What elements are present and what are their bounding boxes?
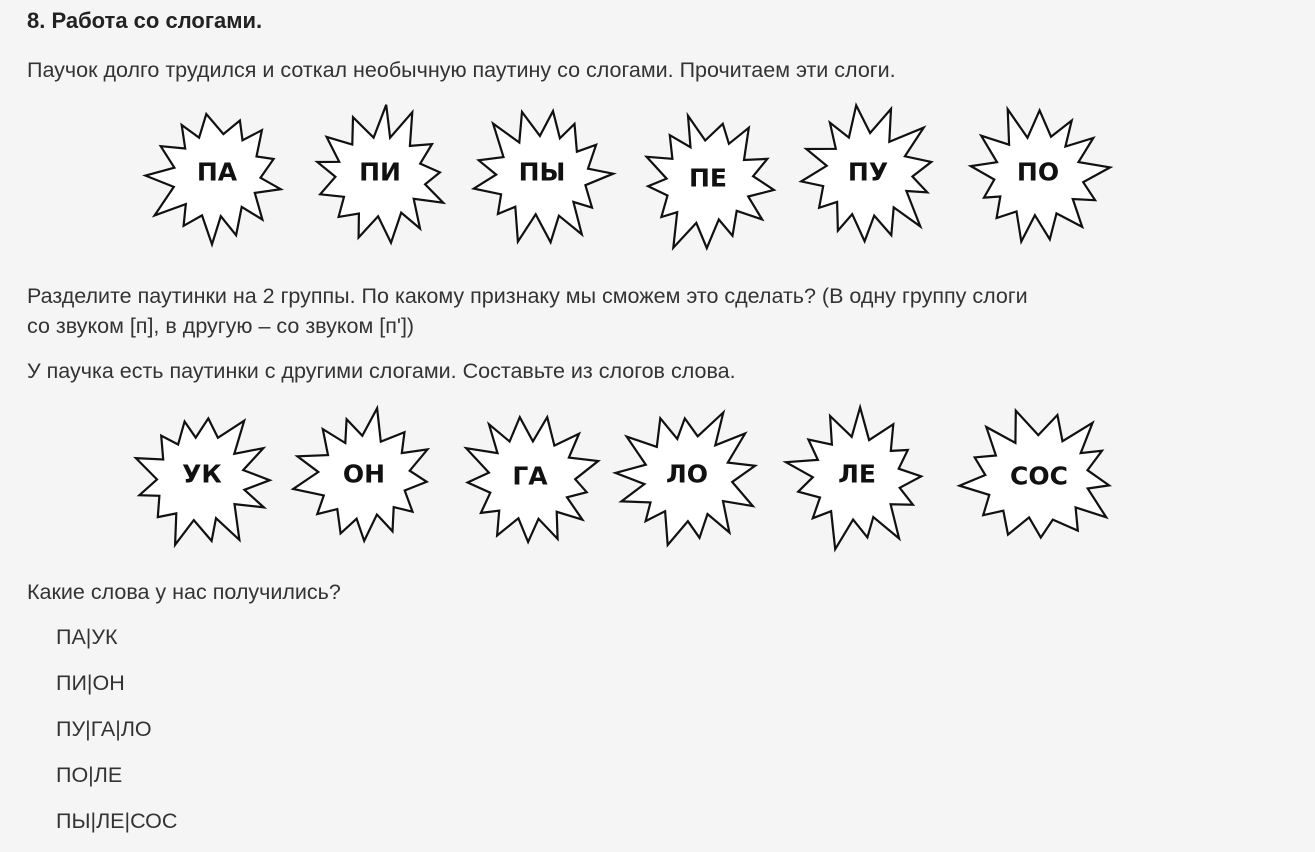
syllable-web	[612, 402, 762, 562]
answer-word: ПИ|ОН	[56, 671, 125, 695]
answers-list	[56, 622, 177, 852]
syllable-webs-row-1	[0, 100, 1315, 260]
syllable-label: ЛО	[665, 459, 709, 489]
syllable-label: ГА	[512, 461, 548, 491]
answer-word: ПА|УК	[56, 625, 118, 649]
syllable-label: УК	[182, 459, 222, 489]
answer-word: ПО|ЛЕ	[56, 763, 123, 787]
syllable-web	[793, 100, 943, 260]
syllable-label: ПА	[196, 157, 238, 187]
syllable-web	[455, 404, 605, 564]
syllable-webs-row-2	[0, 402, 1315, 562]
syllable-label: ОН	[342, 459, 386, 489]
answer-word: ПУ|ГА|ЛО	[56, 717, 152, 741]
syllable-label: ЛЕ	[838, 459, 876, 489]
answer-word: ПЫ|ЛЕ|СОС	[56, 809, 178, 833]
syllable-web	[127, 402, 277, 562]
syllable-label: ПЫ	[518, 157, 566, 187]
task1-text-line1: Разделите паутинки на 2 группы. По какому признаку мы сможем это сделать? (В одну группу слоги	[27, 284, 1028, 308]
syllable-label: ПИ	[359, 157, 401, 187]
syllable-web	[142, 100, 292, 260]
page-title: 8. Работа со слогами.	[27, 8, 263, 33]
syllable-web	[950, 402, 1128, 562]
question-text: Какие слова у нас получились?	[27, 580, 341, 604]
syllable-label: ПЕ	[688, 163, 728, 193]
syllable-web	[305, 100, 455, 260]
syllable-web	[963, 100, 1113, 260]
syllable-label: ПУ	[847, 157, 889, 187]
syllable-web	[289, 402, 439, 562]
syllable-web	[633, 106, 783, 266]
syllable-label: ПО	[1016, 157, 1060, 187]
syllable-web	[782, 402, 932, 562]
task2-text: У паучка есть паутинки с другими слогами. Составьте из слогов слова.	[27, 359, 736, 383]
task1-text-line2: со звуком [п], в другую – со звуком [п'])	[27, 314, 415, 338]
syllable-label: СОС	[1010, 461, 1068, 491]
syllable-web	[467, 100, 617, 260]
intro-text: Паучок долго трудился и соткал необычную паутину со слогами. Прочитаем эти слоги.	[27, 58, 896, 82]
